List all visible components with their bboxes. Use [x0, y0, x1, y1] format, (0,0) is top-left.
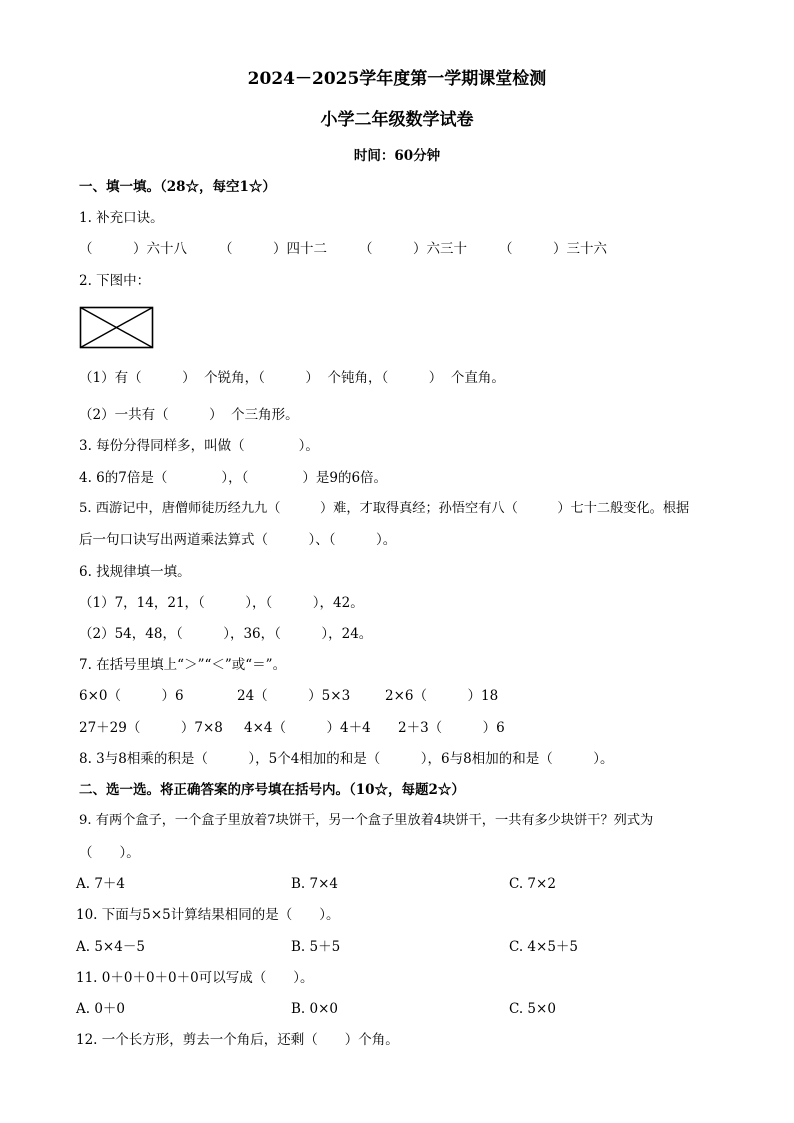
q1-item-2: （ ）四十二	[219, 241, 327, 257]
q7-row2-item1: 27＋29（ ）7×8	[79, 720, 223, 736]
q9-option-b: B. 7×4	[291, 876, 338, 892]
q5-line2: 后一句口诀写出两道乘法算式（ ）、（ ）。	[79, 532, 397, 548]
q1-stem: 1. 补充口诀。	[79, 210, 164, 226]
q1-item-3: （ ）六三十	[359, 241, 467, 257]
q11-stem: 11. 0＋0＋0＋0＋0可以写成（ ）。	[76, 970, 314, 986]
q3: 3. 每份分得同样多，叫做（ ）。	[79, 438, 319, 454]
exam-subtitle: 小学二年级数学试卷	[320, 110, 474, 130]
q6-sub1: （1）7，14，21，（ ），（ ），42。	[79, 595, 364, 611]
q10-option-c: C. 4×5＋5	[509, 939, 579, 955]
q7-row2-item3: 2＋3（ ）6	[398, 720, 505, 736]
q1-item-4: （ ）三十六	[499, 241, 607, 257]
q6-sub2: （2）54，48，（ ），36，（ ），24。	[79, 626, 373, 642]
q2-sub1: （1）有（ ） 个锐角，（ ） 个钝角，（ ） 个直角。	[79, 370, 505, 386]
section1-heading: 一、填一填。（28☆，每空1☆）	[79, 179, 276, 195]
q10-option-b: B. 5＋5	[291, 939, 341, 955]
exam-time: 时间：60分钟	[353, 148, 441, 164]
q7-row1-item1: 6×0（ ）6	[79, 688, 184, 704]
q1-item-1: （ ）六十八	[79, 241, 187, 257]
exam-title: 2024－2025学年度第一学期课堂检测	[247, 69, 547, 89]
q9-option-a: A. 7＋4	[76, 876, 126, 892]
q7-row1-item3: 2×6（ ）18	[385, 688, 499, 704]
q2-sub2: （2）一共有（ ） 个三角形。	[79, 407, 299, 423]
q9-line1: 9. 有两个盒子，一个盒子里放着7块饼干，另一个盒子里放着4块饼干，一共有多少块饼干？列式为	[79, 813, 654, 828]
q6-stem: 6. 找规律填一填。	[79, 564, 191, 580]
q7-row1-item2: 24（ ）5×3	[237, 688, 351, 704]
q8: 8. 3与8相乘的积是（ ），5个4相加的和是（ ），6与8相加的和是（ ）。	[79, 751, 614, 767]
q9-option-c: C. 7×2	[509, 876, 556, 892]
q7-stem: 7. 在括号里填上“＞”“＜”或“＝”。	[79, 657, 287, 673]
q11-option-b: B. 0×0	[291, 1001, 338, 1017]
rectangle-diagonals-figure	[79, 306, 155, 350]
q2-stem: 2. 下图中：	[79, 273, 151, 289]
q11-option-a: A. 0＋0	[76, 1001, 126, 1017]
q7-row2-item2: 4×4（ ）4＋4	[244, 720, 371, 736]
q4: 4. 6的7倍是（ ），（ ）是9的6倍。	[79, 470, 388, 486]
q9-line2: （ ）。	[79, 845, 140, 861]
q10-stem: 10. 下面与5×5计算结果相同的是（ ）。	[76, 907, 340, 923]
q11-option-c: C. 5×0	[509, 1001, 556, 1017]
q10-option-a: A. 5×4－5	[76, 939, 145, 955]
q12: 12. 一个长方形，剪去一个角后，还剩（ ）个角。	[76, 1032, 399, 1048]
section2-heading: 二、选一选。将正确答案的序号填在括号内。（10☆，每题2☆）	[79, 782, 465, 798]
q5-line1: 5. 西游记中，唐僧师徒历经九九（ ）难，才取得真经；孙悟空有八（ ）七十二般变化。根据	[79, 501, 690, 516]
